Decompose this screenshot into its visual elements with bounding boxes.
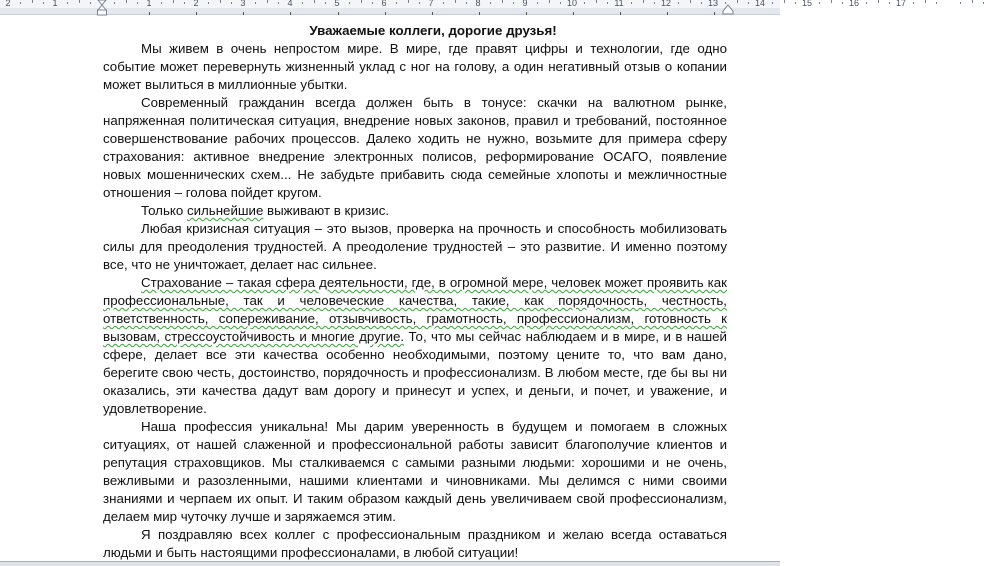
ruler-minor-tick	[654, 2, 655, 4]
ruler-label: 17	[895, 0, 907, 8]
ruler-label: 3	[240, 0, 246, 8]
ruler-half-tick	[220, 0, 221, 3]
right-indent-marker-icon[interactable]	[722, 4, 734, 14]
ruler-tab-stop-tick	[243, 12, 244, 15]
ruler-label: 13	[707, 0, 719, 8]
ruler-half-tick	[643, 0, 644, 3]
paragraph-5	[103, 274, 727, 418]
ruler-half-tick	[173, 0, 174, 3]
ruler-half-tick	[925, 0, 926, 3]
ruler-minor-tick	[20, 2, 21, 4]
paragraph-7: Я поздравляю всех коллег с профессиональным праздником и желаю всегда оставаться людьми и быть настоящими профессионалами, в любой ситуации!	[103, 527, 727, 560]
ruler-minor-tick	[90, 2, 91, 4]
ruler-minor-tick	[772, 2, 773, 4]
ruler-minor-tick	[936, 2, 937, 4]
ruler-half-tick	[972, 0, 973, 3]
ruler-half-tick	[596, 0, 597, 3]
ruler-minor-tick	[278, 2, 279, 4]
ruler-tab-stop-tick	[338, 12, 339, 15]
paragraph-1: Мы живем в очень непростом мире. В мире, где правят цифры и технологии, где одно событие может перевернуть жизненный уклад с ног на голову, а один негативный отзыв о копании может вылиться в миллионные убытки.	[103, 41, 727, 92]
grammar-flagged-word[interactable]: сильнейшие	[186, 203, 264, 218]
ruler-tab-stop-tick	[432, 12, 433, 15]
ruler-label: 16	[848, 0, 860, 8]
ruler-minor-tick	[419, 2, 420, 4]
ruler-label: 4	[287, 0, 293, 8]
ruler-label: 1	[146, 0, 152, 8]
ruler-half-tick	[408, 0, 409, 3]
ruler-label: 9	[522, 0, 528, 8]
ruler-minor-tick	[889, 2, 890, 4]
ruler-minor-tick	[819, 2, 820, 4]
ruler-half-tick	[361, 0, 362, 3]
ruler-half-tick	[79, 0, 80, 3]
paragraph-4: Любая кризисная ситуация – это вызов, проверка на прочность и способность мобилизовать силы для преодоления трудностей. А преодоление трудностей – это развитие. И именно поэтому все, что не уничтожает, делает нас сильнее.	[103, 221, 727, 272]
ruler-half-tick	[314, 0, 315, 3]
ruler-minor-tick	[490, 2, 491, 4]
paragraph-6: Наша профессия уникальна! Мы дарим уверенность в будущем и помогаем в сложных ситуациях, от нашей слаженной и профессиональной работы зависит благополучие клиентов и репутация страховщиков. Мы сталкиваемся с самыми разными людьми: хорошими и не очень, вежливыми и разозленными, нашими клиентами и чиновниками. Мы делимся с ними своими знаниями и черпаем их опыт. И таким образом каждый день увеличиваем свой профессионализм, делаем мир чуточку лучше и заряжаемся этим.	[103, 419, 727, 524]
paragraph-3-before: Только	[141, 203, 187, 218]
ruler-minor-tick	[208, 2, 209, 4]
ruler-minor-tick	[748, 2, 749, 4]
ruler-label: 1	[52, 0, 58, 8]
ruler-label: 6	[381, 0, 387, 8]
ruler-minor-tick	[114, 2, 115, 4]
ruler-minor-tick	[67, 2, 68, 4]
ruler-half-tick	[502, 0, 503, 3]
ruler-label: 11	[614, 0, 624, 8]
ruler-minor-tick	[466, 2, 467, 4]
ruler-label: 8	[475, 0, 481, 8]
ruler-half-tick	[831, 0, 832, 3]
ruler-label: 15	[801, 0, 813, 8]
ruler-minor-tick	[701, 2, 702, 4]
horizontal-ruler[interactable]	[0, 0, 907, 15]
ruler-minor-tick	[913, 2, 914, 4]
ruler-minor-tick	[137, 2, 138, 4]
ruler-label: 14	[754, 0, 766, 8]
grammar-flagged-sentence[interactable]: Страхование – такая сфера деятельности, где, в огромной мере, человек может проявить как профессиональные, так и человеческие качества, такие, как порядочность, честность, ответственность, сопереживание, отзывчивость, грамотность, профессионализм, готовность к вызовам, стрессоустойчивость и многие другие.	[103, 275, 727, 344]
paragraph-3-after: выживают в кризис.	[263, 203, 390, 218]
paragraph-5-after: То, что мы сейчас наблюдаем и в мире, и в нашей сфере, делает все эти качества особенно необходимыми, поэтому цените то, что вам дано, берегите свою честь, достоинство, порядочность и профессионализм. В любом месте, где бы вы ни оказались, эти качества дадут вам дорогу и принесут и успех, и деньги, и почет, и уважение, и удовлетворение.	[103, 329, 727, 416]
ruler-tab-stop-tick	[573, 12, 574, 15]
ruler-half-tick	[737, 0, 738, 3]
ruler-minor-tick	[184, 2, 185, 4]
ruler-tab-stop-tick	[526, 12, 527, 15]
ruler-tab-stop-tick	[620, 12, 621, 15]
ruler-tab-stop-tick	[196, 12, 197, 15]
ruler-minor-tick	[537, 2, 538, 4]
document-page[interactable]	[103, 22, 727, 562]
ruler-minor-tick	[513, 2, 514, 4]
ruler-minor-tick	[302, 2, 303, 4]
left-indent-marker-icon[interactable]	[96, 0, 108, 16]
ruler-minor-tick	[584, 2, 585, 4]
ruler-half-tick	[549, 0, 550, 3]
ruler-minor-tick	[443, 2, 444, 4]
ruler-numbers	[0, 0, 907, 8]
ruler-label: 2	[5, 0, 11, 8]
ruler-label: 2	[193, 0, 199, 8]
ruler-label: 5	[334, 0, 340, 8]
ruler-minor-tick	[161, 2, 162, 4]
ruler-half-tick	[878, 0, 879, 3]
ruler-minor-tick	[607, 2, 608, 4]
ruler-margin-strip	[0, 8, 780, 14]
ruler-tab-stop-tick	[714, 12, 715, 15]
paragraph-3	[103, 202, 727, 220]
document-title: Уважаемые коллеги, дорогие друзья!	[309, 23, 557, 38]
ruler-minor-tick	[255, 2, 256, 4]
ruler-label: 7	[428, 0, 434, 8]
ruler-minor-tick	[396, 2, 397, 4]
ruler-minor-tick	[325, 2, 326, 4]
ruler-minor-tick	[560, 2, 561, 4]
bottom-scroll-edge	[0, 561, 780, 566]
ruler-tab-stop-tick	[667, 12, 668, 15]
ruler-minor-tick	[960, 2, 961, 4]
ruler-minor-tick	[866, 2, 867, 4]
paragraph-2: Современный гражданин всегда должен быть в тонусе: скачки на валютном рынке, напряженная политическая ситуация, внедрение новых законов, правил и требований, постоянное совершенствование рабочих процессов. Далеко ходить не нужно, возьмите для примера сферу страхования: активное внедрение электронных полисов, реформирование ОСАГО, появление новых мошеннических схем... Не забудьте прибавить сюда семейные хлопоты и межличностные отношения – голова пойдет кругом.	[103, 95, 727, 200]
ruler-label: 12	[660, 0, 672, 8]
ruler-minor-tick	[231, 2, 232, 4]
ruler-minor-tick	[372, 2, 373, 4]
ruler-minor-tick	[795, 2, 796, 4]
ruler-half-tick	[32, 0, 33, 3]
ruler-half-tick	[455, 0, 456, 3]
ruler-tab-stop-tick	[149, 12, 150, 15]
ruler-tab-stop-tick	[385, 12, 386, 15]
ruler-half-tick	[690, 0, 691, 3]
ruler-minor-tick	[678, 2, 679, 4]
ruler-half-tick	[126, 0, 127, 3]
ruler-minor-tick	[43, 2, 44, 4]
ruler-tab-stop-tick	[290, 12, 291, 15]
ruler-minor-tick	[842, 2, 843, 4]
ruler-minor-tick	[631, 2, 632, 4]
ruler-tab-stop-tick	[479, 12, 480, 15]
ruler-half-tick	[267, 0, 268, 3]
ruler-half-tick	[784, 0, 785, 3]
ruler-minor-tick	[349, 2, 350, 4]
ruler-label: 10	[566, 0, 578, 8]
